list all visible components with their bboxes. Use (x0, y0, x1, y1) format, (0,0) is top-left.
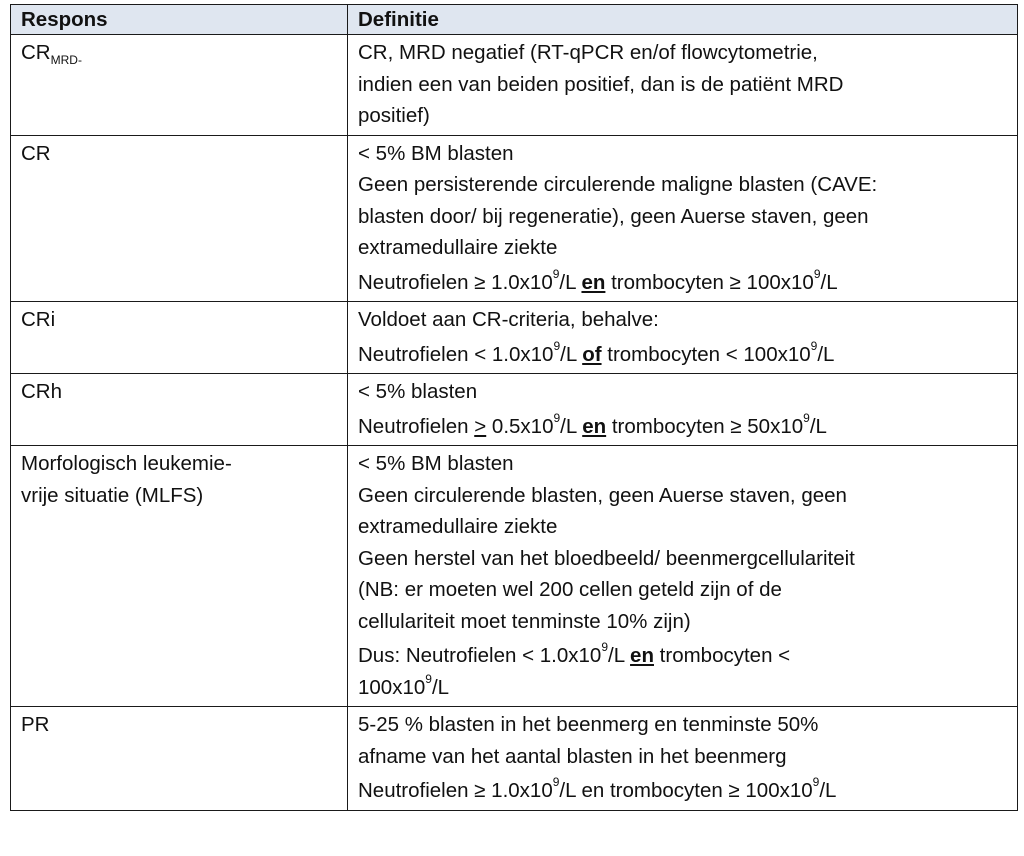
exponent: 9 (553, 338, 561, 353)
respons-label: CR (21, 41, 51, 64)
respons-line: vrije situatie (MLFS) (21, 483, 204, 507)
formula-text: Dus: Neutrofielen < 1.0x10 (358, 644, 602, 667)
table-row (11, 707, 1018, 811)
definitie-line: cellulariteit moet tenminste 10% zijn) (358, 609, 691, 633)
definitie-line: Geen circulerende blasten, geen Auerse staven, geen (358, 483, 847, 507)
respons-subscript: MRD- (50, 53, 82, 68)
respons-cell (11, 446, 348, 707)
exponent: 9 (552, 775, 560, 790)
exponent: 9 (425, 671, 432, 686)
formula-text: trombocyten < 100x10 (601, 342, 811, 366)
definitie-line: < 5% blasten (358, 380, 478, 403)
formula-line (358, 672, 1007, 704)
table-row (11, 35, 1018, 136)
definitie-line: blasten door/ bij regeneratie), geen Auerse staven, geen (358, 204, 869, 228)
formula-text: /L (819, 779, 837, 802)
definitie-line: positief) (358, 104, 430, 127)
formula-text: /L (820, 270, 838, 294)
formula-text: /L (559, 270, 582, 294)
respons-cell: CRh (11, 374, 348, 446)
respons-cell: CR (11, 135, 348, 302)
definitie-cell (348, 707, 1018, 811)
exponent: 9 (812, 775, 820, 790)
definitie-line: Voldoet aan CR-criteria, behalve: (358, 308, 659, 331)
formula-text: Neutrofielen ≥ 1.0x10 (358, 270, 553, 294)
definitie-line: extramedullaire ziekte (358, 236, 558, 259)
conjunction: en (581, 270, 606, 294)
formula-text: /L (431, 675, 450, 699)
definitie-line: indien een van beiden positief, dan is de patiënt MRD (358, 72, 844, 96)
formula-text: Neutrofielen < 1.0x10 (358, 342, 554, 366)
formula-line (358, 640, 1007, 672)
definitie-cell (348, 374, 1018, 446)
definitie-cell (348, 446, 1018, 707)
exponent: 9 (813, 266, 821, 281)
definitie-cell (348, 135, 1018, 302)
formula-text: /L (560, 414, 583, 438)
definitie-line: CR, MRD negatief (RT-qPCR en/of flowcytometrie, (358, 41, 818, 64)
greater-equal-sign: > (474, 414, 487, 438)
conjunction: en (582, 414, 607, 438)
conjunction: en (630, 644, 654, 667)
conjunction: of (582, 342, 602, 366)
header-respons: Respons (11, 5, 348, 35)
formula-text: /L (817, 342, 835, 366)
formula-line (358, 267, 1007, 299)
table-row (11, 302, 1018, 374)
table-header-row (11, 5, 1018, 35)
exponent: 9 (553, 410, 561, 425)
definitie-line: (NB: er moeten wel 200 cellen geteld zijn of de (358, 578, 782, 601)
respons-cell: PR (11, 707, 348, 811)
respons-line: Morfologisch leukemie- (21, 452, 232, 475)
definitie-line: 5-25 % blasten in het beenmerg en tenminste 50% (358, 713, 819, 736)
formula-text: Neutrofielen (358, 414, 475, 438)
formula-text: 0.5x10 (486, 414, 554, 438)
exponent: 9 (601, 640, 608, 655)
formula-text: trombocyten < (653, 644, 791, 667)
formula-line (358, 339, 1007, 371)
table-row (11, 374, 1018, 446)
table-row (11, 135, 1018, 302)
exponent: 9 (810, 338, 818, 353)
formula-text: /L (809, 414, 827, 438)
formula-text: 100x10 (358, 675, 426, 699)
definitie-cell (348, 35, 1018, 136)
definitie-line: < 5% BM blasten (358, 141, 514, 165)
table-row (11, 446, 1018, 707)
formula-line (358, 775, 1007, 807)
definitie-line: extramedullaire ziekte (358, 515, 558, 538)
formula-text: trombocyten ≥ 100x10 (605, 270, 814, 294)
formula-text: trombocyten ≥ 50x10 (606, 414, 804, 438)
definitie-line: afname van het aantal blasten in het beenmerg (358, 744, 787, 768)
formula-line (358, 411, 1007, 443)
respons-cell: CRi (11, 302, 348, 374)
respons-cell (11, 35, 348, 136)
formula-text: /L (560, 342, 583, 366)
response-criteria-table (10, 4, 1018, 811)
exponent: 9 (803, 410, 810, 425)
header-definitie: Definitie (348, 5, 1018, 35)
definitie-line: Geen persisterende circulerende maligne blasten (CAVE: (358, 173, 878, 196)
exponent: 9 (552, 266, 560, 281)
definitie-cell (348, 302, 1018, 374)
formula-text: /L (608, 644, 631, 667)
formula-text: /L en trombocyten ≥ 100x10 (559, 779, 813, 802)
definitie-line: Geen herstel van het bloedbeeld/ beenmergcellulariteit (358, 546, 855, 570)
definitie-line: < 5% BM blasten (358, 452, 514, 475)
formula-text: Neutrofielen ≥ 1.0x10 (358, 779, 553, 802)
